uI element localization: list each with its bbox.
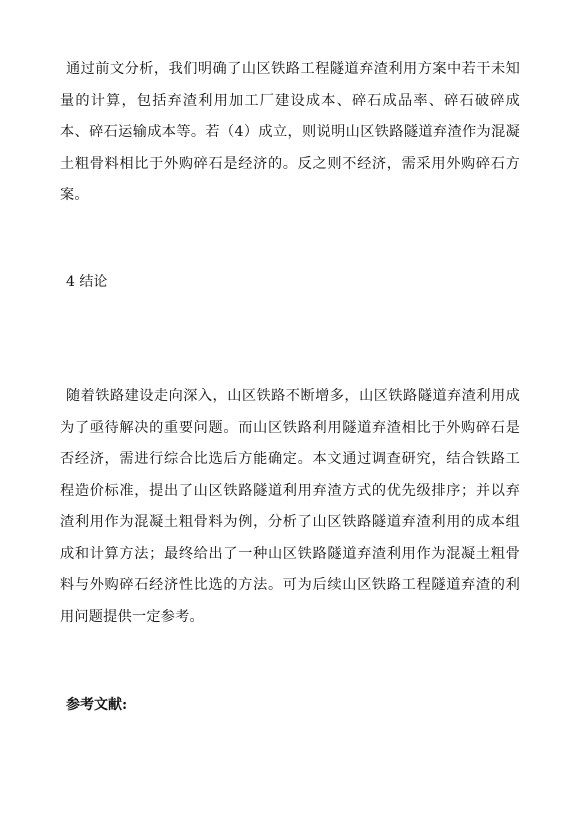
paragraph-text: 随着铁路建设走向深入，山区铁路不断增多，山区铁路隧道弃渣利用成为了亟待解决的重要问题。而山区铁路利用隧道弃渣相比于外购碎石是否经济，需进行综合比选后方能确定。本文通过调查研究，结合铁路工程造价标准，提出了山区铁路隧道利用弃渣方式的优先级排序；并以弃渣利用作为混凝土粗骨料为例，分析了山区铁路隧道弃渣利用的成本组成和计算方法；最终给出了一种山区铁路隧道弃渣利用作为混凝土粗骨料与外购碎石经济性比选的方法。可为后续山区铁路工程隧道弃渣的利用问题提供一定参考。 <box>60 388 520 625</box>
body-paragraph-analysis <box>60 54 520 212</box>
body-paragraph-conclusion <box>60 381 520 633</box>
paragraph-text: 通过前文分析，我们明确了山区铁路工程隧道弃渣利用方案中若干未知量的计算，包括弃渣利用加工厂建设成本、碎石成品率、碎石破碎成本、碎石运输成本等。若（4）成立，则说明山区铁路隧道弃渣作为混凝土粗骨料相比于外购碎石是经济的。反之则不经济，需采用外购碎石方案。 <box>60 61 520 203</box>
section-heading-conclusion: 4 结论 <box>66 274 108 290</box>
references-heading: 参考文献: <box>66 697 128 713</box>
